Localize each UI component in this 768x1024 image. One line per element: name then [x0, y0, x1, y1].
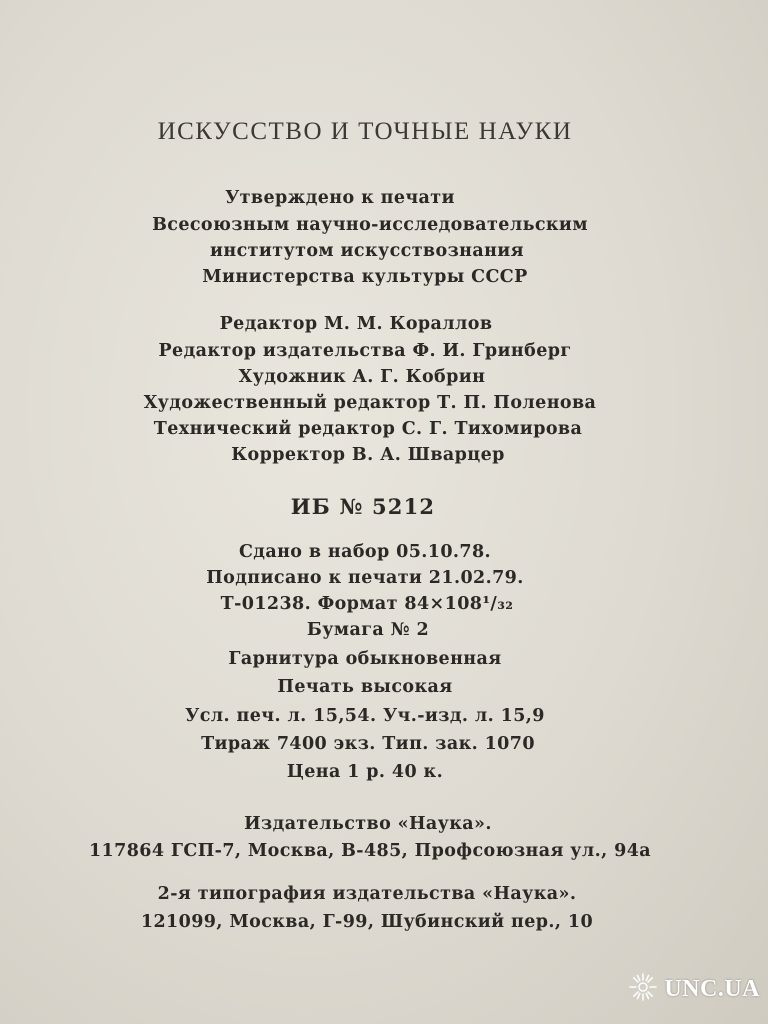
credit-line: Художник А. Г. Кобрин: [238, 367, 486, 387]
approval-line: институтом искусствознания: [209, 241, 525, 261]
print-detail-line: Усл. печ. л. 15,54. Уч.-изд. л. 15,9: [185, 706, 545, 726]
ib-number: ИБ № 5212: [290, 494, 436, 519]
print-detail-line: Печать высокая: [277, 677, 453, 697]
publisher-line: 117864 ГСП-7, Москва, В-485, Профсоюзная ул., 94а: [88, 841, 652, 861]
sunburst-logo-icon: [628, 972, 658, 1006]
credit-line: Редактор издательства Ф. И. Гринберг: [158, 341, 572, 361]
print-detail-line: Сдано в набор 05.10.78.: [238, 542, 492, 562]
print-detail-line: Гарнитура обыкновенная: [228, 649, 502, 669]
publisher-line: 2-я типография издательства «Наука».: [157, 884, 577, 904]
print-detail-line: Подписано к печати 21.02.79.: [206, 568, 524, 588]
publisher-line: 121099, Москва, Г-99, Шубинский пер., 10: [140, 912, 594, 932]
credit-line: Корректор В. А. Шварцер: [231, 445, 505, 465]
print-detail-line: Цена 1 р. 40 к.: [286, 762, 444, 782]
credit-line: Редактор М. М. Кораллов: [219, 314, 493, 334]
approval-line: Утверждено к печати: [225, 188, 455, 208]
credit-line: Технический редактор С. Г. Тихомирова: [153, 419, 583, 439]
approval-line: Всесоюзным научно-исследовательским: [152, 215, 588, 235]
credit-line: Художественный редактор Т. П. Поленова: [143, 393, 597, 413]
print-detail-line: Т-01238. Формат 84×108¹/₃₂: [220, 594, 514, 614]
watermark-text: UNC.UA: [664, 975, 760, 1002]
book-title: ИСКУССТВО И ТОЧНЫЕ НАУКИ: [157, 118, 573, 145]
publisher-line: Издательство «Наука».: [244, 814, 492, 834]
approval-line: Министерства культуры СССР: [202, 267, 528, 287]
print-detail-line: Бумага № 2: [306, 620, 430, 640]
watermark: [628, 972, 760, 1006]
print-detail-line: Тираж 7400 экз. Тип. зак. 1070: [201, 734, 535, 754]
